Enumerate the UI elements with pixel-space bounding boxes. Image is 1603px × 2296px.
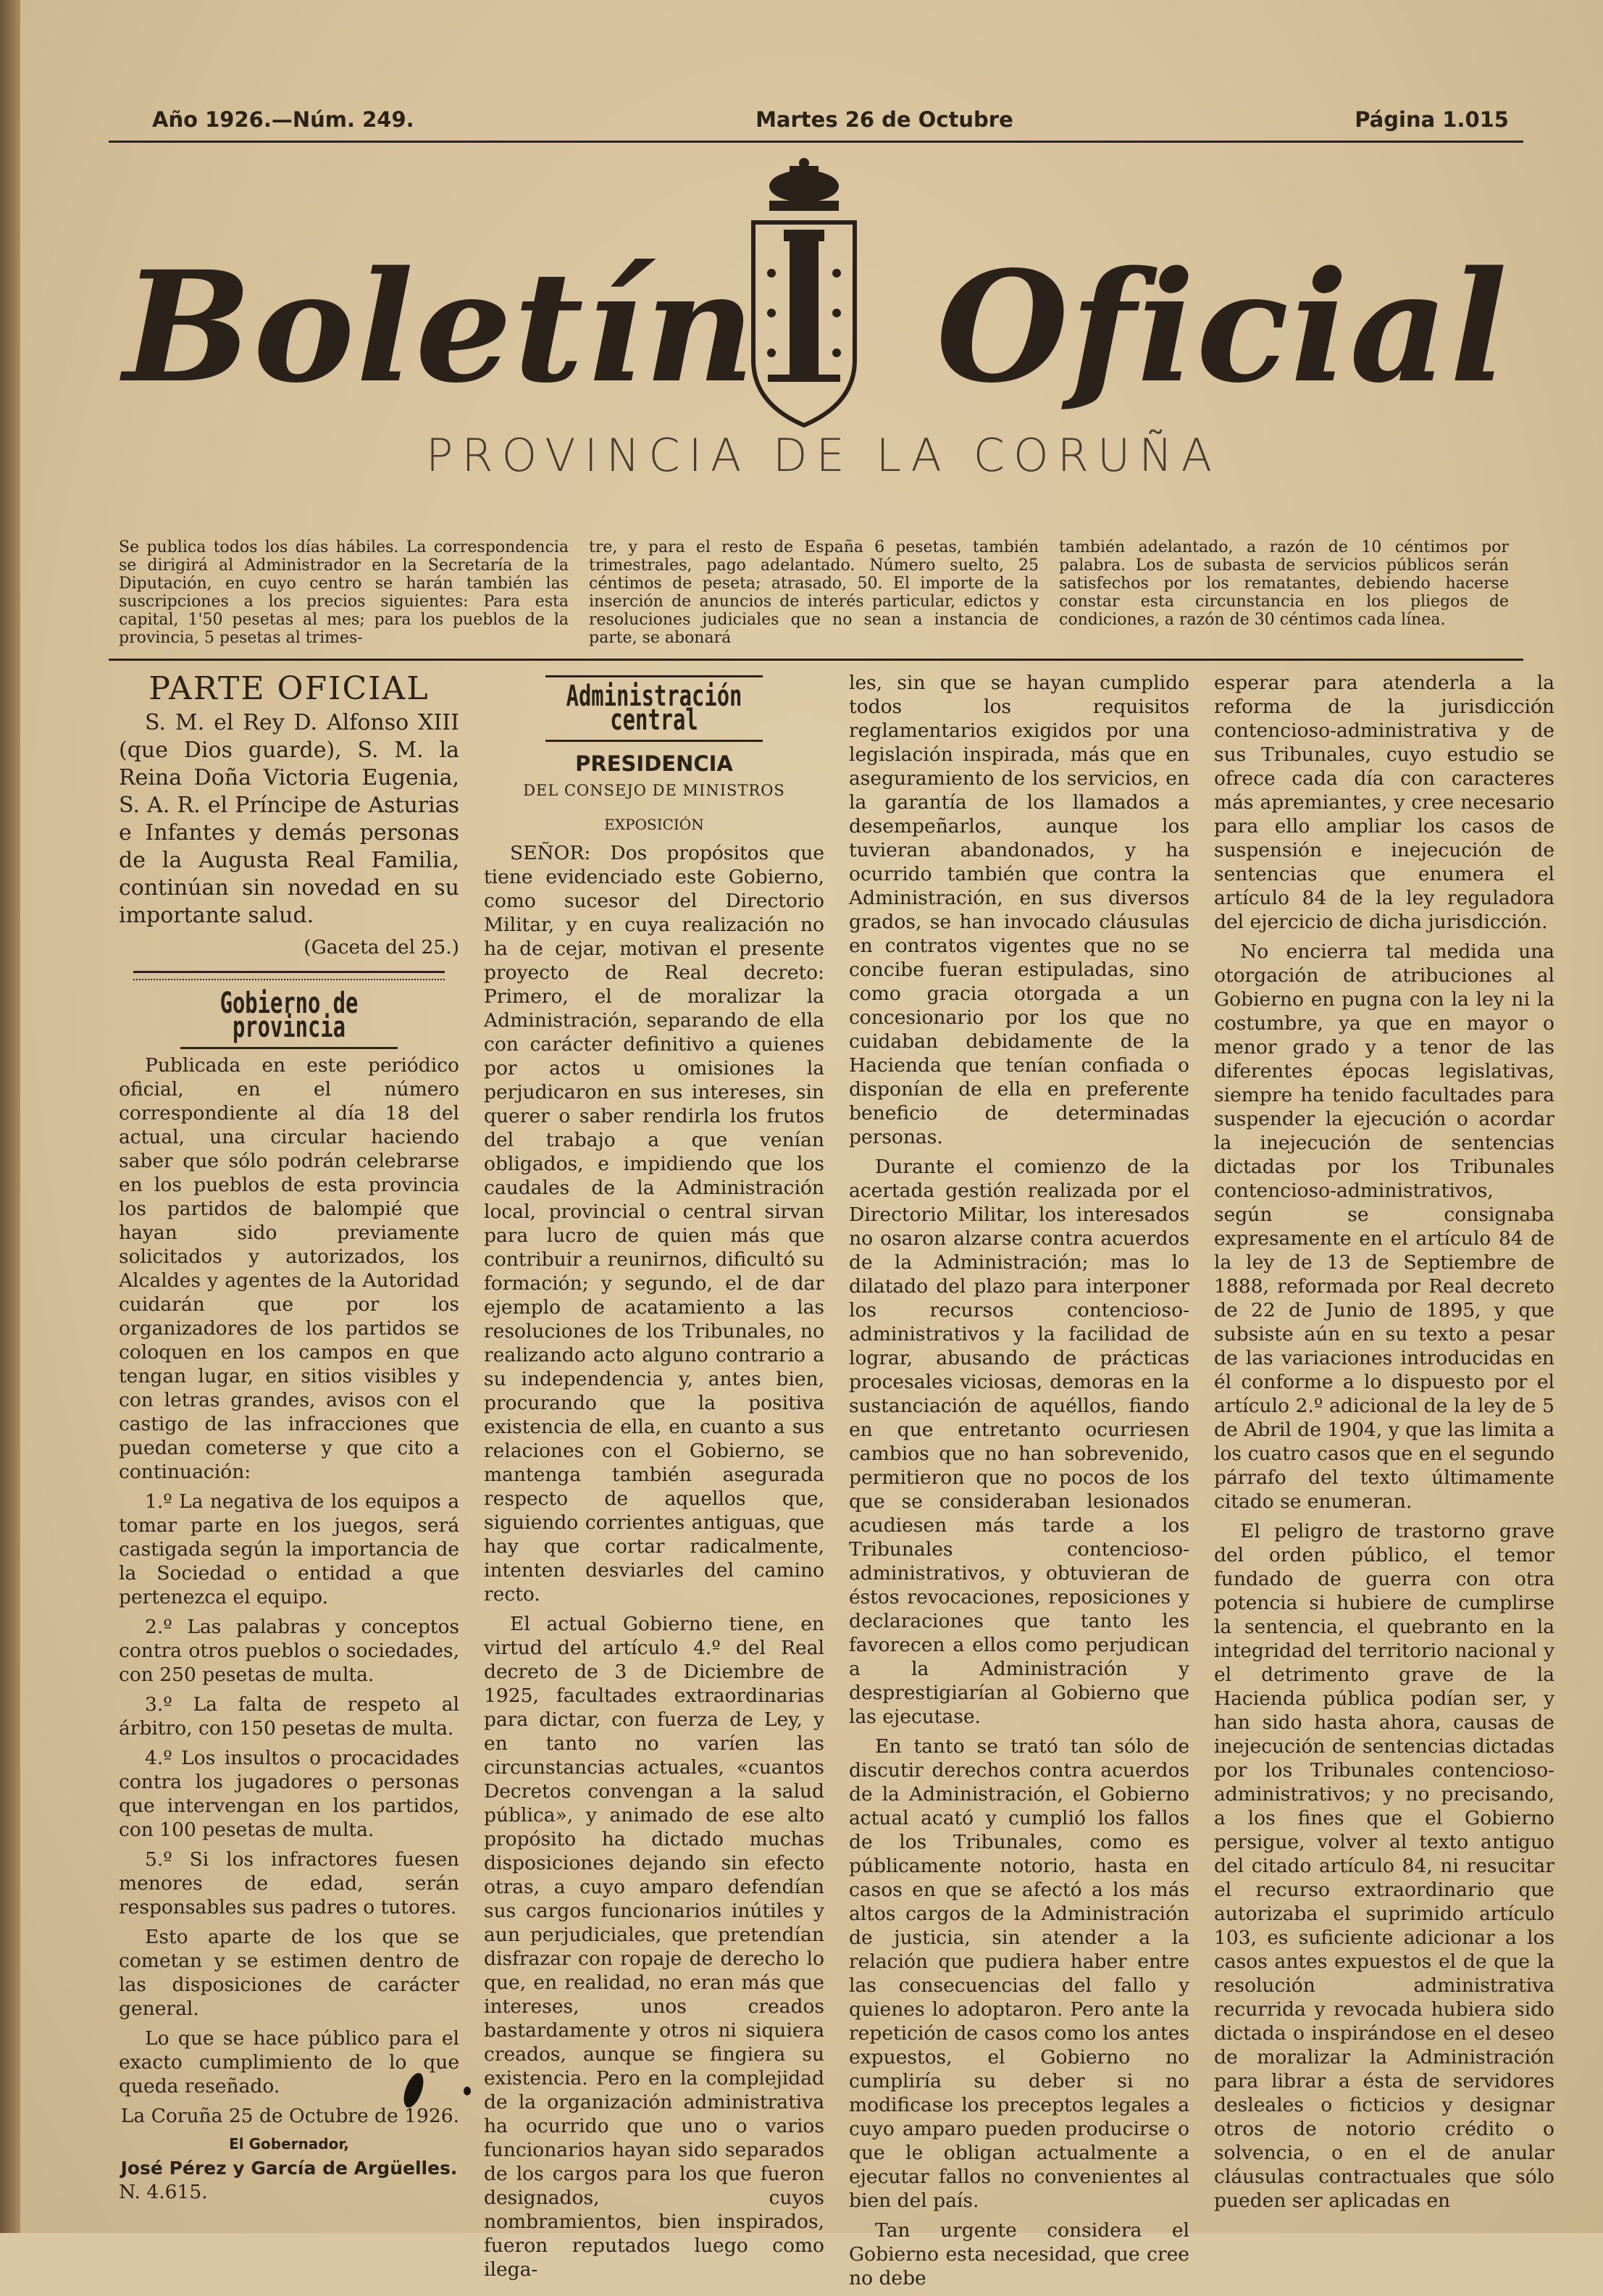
royal-family-notice: S. M. el Rey D. Alfonso XIII (que Dios guarde), S. M. la Reina Doña Victoria Eugenia, S. A. R. el Príncipe de Asturias e Infantes y demás personas de la Augusta Real Familia, continúan sin novedad en su importante salud. xyxy=(119,710,459,928)
paragraph: SEÑOR: Dos propósitos que tiene evidenciado este Gobierno, como sucesor del Directorio Militar, y en cuya realización no ha de cejar, motivan el presente proyecto de Real decreto: Primero, el de moralizar la Administración, separando de ella con carácter definitivo a quienes por actos u omisiones la perjudicaron en sus intereses, sin querer o saber rendirla los frutos del trabajo a que venían obligados, e impidiendo que los caudales de la Administración local, provincial o central sirvan para lucro de quien más que contribuir a reunirnos, dificultó su formación; y segundo, el de dar ejemplo de acatamiento a las resoluciones de los Tribunales, no realizando acto alguno contrario a su independencia y, antes bien, procurando que la positiva existencia de ella, en cuanto a sus relaciones con el Gobierno, se mantenga también asegurada respecto de aquellos que, siguiendo corrientes antiguas, que hay que cortar radicalmente, intenten desviarles del camino recto. xyxy=(484,842,824,1606)
paragraph: Tan urgente considera el Gobierno esta necesidad, que cree no debe xyxy=(849,2219,1189,2289)
paragraph: 2.º Las palabras y conceptos contra otros pueblos o sociedades, con 250 pesetas de multa. xyxy=(119,1616,459,1686)
issue-header xyxy=(109,0,1523,143)
gobierno-provincia-heading: Gobierno de provincia xyxy=(219,987,359,1044)
signatory-title: El Gobernador, xyxy=(229,2135,349,2153)
paragraph: 4.º Los insultos o procacidades contra los jugadores o personas que intervengan en los partidos, con 100 pesetas de multa. xyxy=(119,1747,459,1841)
title-boletin: Boletín xyxy=(123,238,757,417)
parte-oficial-heading: PARTE OFICIAL xyxy=(148,670,430,707)
column-4 xyxy=(1214,671,1554,2296)
issue-date: Martes 26 de Octubre xyxy=(756,107,1013,132)
notice-col-1: Se publica todos los días hábiles. La correspondencia se dirigirá al Administrador en la Secretaría de la Diputación, en cuyo centro se harán también las suscripciones a los precios siguientes: Para esta capital, 1'50 pesetas al mes; para los pueblos de la provincia, 5 pesetas al trimes- xyxy=(119,538,569,647)
paragraph: Lo que se hace público para el exacto cumplimiento de lo que queda reseñado. xyxy=(119,2027,459,2097)
gaceta-reference: (Gaceta del 25.) xyxy=(304,936,459,959)
paragraph: En tanto se trató tan sólo de discutir derechos contra acuerdos de la Administración, el Gobierno actual acató y cumplió los fallos de los Tribunales, como es públicamente notorio, hasta en casos en que se afectó a los más altos cargos de la Administración de justicia, sin atender a la relación que pudiera haber entre las consecuencias del fallo y quienes lo adoptaron. Pero ante la repetición de casos como los antes expuestos, el Gobierno no cumpliría su deber si no modificase los preceptos legales a cuyo amparo pueden producirse o que le obligan actualmente a ejecutar fallos no convenientes al bien del país. xyxy=(849,1735,1189,2212)
signatory-name: José Pérez y García de Argüelles. xyxy=(120,2158,458,2179)
paragraph: El peligro de trastorno grave del orden público, el temor fundado de guerra con otra potencia si hubiere de cumplirse la sentencia, el quebranto en la integridad del territorio nacional y el detrimento grave de la Hacienda pública podían ser, y han sido hasta ahora, causas de inejecución de sentencias dictadas por los Tribunales contencioso-administrativos; y no precisando, a los fines que el Gobierno persigue, volver al texto antiguo del citado artículo 84, ni resucitar el recurso extraordinario que autorizaba el suprimido artículo 103, es suficiente adicionar a los casos antes expuestos el de que la resolución administrativa recurrida y revocada hubiera sido dictada o inspirándose en el deseo de moralizar la Administración para librar a ésta de servidores desleales o ficticios y designar otros de notorio crédito o solvencia, o en el de anular cláusulas contractuales que sólo pueden ser aplicadas en xyxy=(1214,1520,1554,2212)
paragraph: 3.º La falta de respeto al árbitro, con 150 pesetas de multa. xyxy=(119,1693,459,1740)
exposicion-subheading: EXPOSICIÓN xyxy=(604,816,704,833)
notice-col-3: también adelantado, a razón de 10 céntimos por palabra. Los de subasta de servicios públicos serán satisfechos por los rematantes, debiendo hacerse constar esta circunstancia en los pliegos de condiciones, a razón de 30 céntimos cada línea. xyxy=(1059,538,1509,629)
paragraph: 5.º Si los infractores fuesen menores de edad, serán responsables sus padres o tutores. xyxy=(119,1848,459,1919)
column-1 xyxy=(119,671,459,2296)
paragraph: Durante el comienzo de la acertada gestión realizada por el Directorio Militar, los interesados no osaron alzarse contra acuerdos de la Administración; mas lo dilatado del plazo para interponer los recursos contencioso-administrativos y la facilidad de lograr, abusando de prácticas procesales viciosas, demoras en la sustanciación de aquéllos, fiando en que entretanto ocurriesen cambios que no han sobrevenido, permitieron que no pocos de los que se consideraban lesionados acudiesen más tarde a los Tribunales contencioso-administrativos, y obtuvieran de éstos revocaciones, reposiciones y declaraciones que tanto les favorecen a ellos como perjudican a la Administración y desprestigiarían al Gobierno que las ejecutase. xyxy=(849,1156,1189,1728)
administracion-central-heading: Administración central xyxy=(566,680,742,737)
column-3 xyxy=(849,671,1189,2296)
heading-rule xyxy=(545,740,763,742)
notice-col-2: tre, y para el resto de España 6 pesetas, también trimestrales, pago adelantado. Número suelto, 25 céntimos de peseta; atrasado, 50. El importe de la inserción de anuncios de interés particular, edictos y resoluciones judiciales que no sean a instancia de parte, se abonará xyxy=(589,538,1039,647)
paragraph: 1.º La negativa de los equipos a tomar parte en los juegos, será castigada según la importancia de la Sociedad o entidad a que pertenezca el equipo. xyxy=(119,1490,459,1608)
province-subtitle: PROVINCIA DE LA CORUÑA xyxy=(425,429,1221,482)
paragraph: Esto aparte de los que se cometan y se estimen dentro de las disposiciones de carácter general. xyxy=(119,1926,459,2020)
title-oficial: Oficial xyxy=(936,238,1509,417)
column-2 xyxy=(484,671,824,2296)
paragraph: El actual Gobierno tiene, en virtud del artículo 4.º del Real decreto de 3 de Diciembre de 1925, facultades extraordinarias para dictar, con fuerza de Ley, y en tanto no varíen las circunstancias actuales, «cuantos Decretos convengan a la salud pública», y animado de ese alto propósito ha dictado muchas disposiciones dejando sin efecto otras, a cuyo amparo defendían sus cargos funcionarios inútiles y aun perjudiciales, que pretendían disfrazar con ropaje de derecho lo que, en realidad, no eran más que intereses, unos creados bastardamente y otros ni siquiera creados, aunque se fingiera su existencia. Pero en la complejidad de la organización administrativa ha ocurrido que uno o varios funcionarios hayan sido separados de los cargos para los que fueron designados, cuyos nombramientos, bien inspirados, fueron reputados luego como ilega- xyxy=(484,1613,824,2281)
ink-dot xyxy=(464,2087,471,2095)
binding-spine xyxy=(0,0,20,2233)
notice-number: N. 4.615. xyxy=(119,2181,208,2203)
consejo-subheading: DEL CONSEJO DE MINISTROS xyxy=(523,782,785,799)
heading-rule xyxy=(180,1047,398,1049)
place-date: La Coruña 25 de Octubre de 1926. xyxy=(120,2105,459,2127)
coat-of-arms-icon xyxy=(739,157,869,447)
paragraph: Publicada en este periódico oficial, en el número correspondiente al día 18 del actual, una circular haciendo saber que sólo podrán celebrarse en los pueblos de esta provincia los partidos de balompié que hayan sido previamente solicitados y autorizados, los Alcaldes y agentes de la Autoridad cuidarán que por los organizadores de los partidos se coloquen en los campos en que tengan lugar, en sitios visibles y con letras grandes, avisos con el castigo de las infracciones que puedan cometerse y que cito a continuación: xyxy=(119,1054,459,1483)
paragraph: les, sin que se hayan cumplido todos los requisitos reglamentarios exigidos por una legislación inspirada, más que en aseguramiento de los servicios, en la garantía de los llamados a desempeñarlos, aunque los tuvieran abandonados, y ha ocurrido también que contra la Administración, en sus diversos grados, se han invocado cláusulas en contratos vigentes que no se concibe fueran estipuladas, sino como gracia otorgada a un concesionario por los que no cuidaban debidamente de la Hacienda que tenían confiada o disponían de ella en preferente beneficio de determinadas personas. xyxy=(849,672,1189,1148)
heading-rule xyxy=(545,675,763,677)
page-number: Página 1.015 xyxy=(1355,107,1509,132)
masthead xyxy=(109,143,1538,534)
paragraph: esperar para atenderla a la reforma de la jurisdicción contencioso-administrativa y de sus Tribunales, cuyo estudio se ofrece cada día con caracteres más apremiantes, y cree necesario para ello ampliar los casos de suspensión e inejecución de sentencias que enumera el artículo 84 de la ley reguladora del ejercicio de dicha jurisdicción. xyxy=(1214,672,1554,933)
article-columns xyxy=(109,661,1554,2296)
presidencia-heading: PRESIDENCIA xyxy=(575,751,733,776)
paragraph: No encierra tal medida una otorgación de atribuciones al Gobierno en pugna con la ley ni la costumbre, ya que en mayor o menor grado y a tenor de las diferentes épocas legislativas, siempre ha tenido facultades para suspender la ejecución o acordar la inejecución de sentencias dictadas por los Tribunales contencioso-administrativos, según se consignaba expresamente en el artículo 84 de la ley de 13 de Septiembre de 1888, reformada por Real decreto de 22 de Junio de 1895, y que subsiste aún en su texto a pesar de las variaciones introducidas en él conforme a lo dispuesto por el artículo 2.º adicional de la ley de 5 de Abril de 1904, y que las limita a los cuatro casos que en el segundo párrafo del texto últimamente citado se enumeran. xyxy=(1214,940,1554,1513)
issue-number: Año 1926.—Núm. 249. xyxy=(152,107,414,132)
ornamental-rule xyxy=(133,971,445,980)
subscription-notice xyxy=(109,534,1523,661)
